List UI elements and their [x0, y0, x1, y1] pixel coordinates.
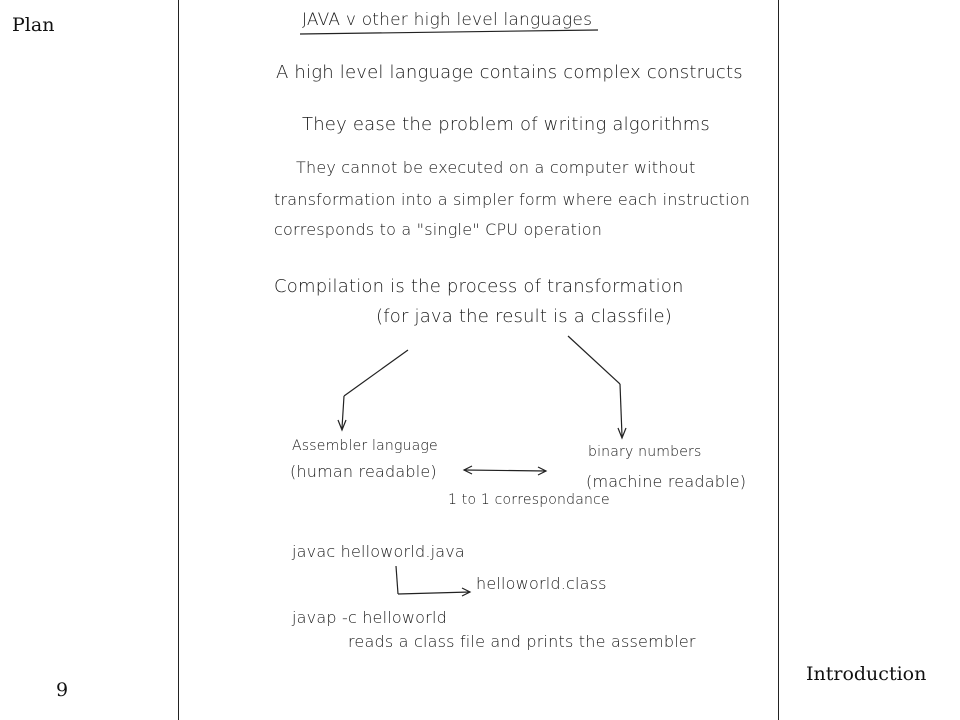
right-margin-rule — [778, 0, 779, 720]
command-description: reads a class file and prints the assembler — [348, 632, 696, 651]
notes-line: (for java the result is a classfile) — [376, 306, 673, 327]
notes-line: They cannot be executed on a computer without — [296, 158, 696, 177]
right-branch-note: (machine readable) — [586, 472, 747, 491]
notes-line: corresponds to a "single" CPU operation — [274, 220, 603, 239]
right-branch-label: binary numbers — [588, 444, 702, 460]
command-javac: javac helloworld.java — [292, 542, 465, 561]
correspondence-arrow — [464, 470, 546, 471]
command-output: helloworld.class — [476, 574, 607, 593]
page-number: 9 — [56, 679, 69, 701]
notes-line: They ease the problem of writing algorithms — [302, 114, 711, 135]
left-branch-label: Assembler language — [292, 438, 438, 454]
hand-drawn-lines — [180, 0, 778, 720]
left-branch-note: (human readable) — [290, 462, 437, 481]
javac-output-arrow — [396, 566, 398, 594]
command-javap: javap -c helloworld — [292, 608, 447, 627]
right-branch-arrow — [568, 336, 620, 384]
left-branch-arrow — [344, 350, 408, 396]
notes-line: A high level language contains complex constructs — [276, 62, 743, 83]
notes-line: Compilation is the process of transformation — [274, 276, 684, 297]
section-label: Plan — [12, 14, 55, 36]
handwritten-page — [180, 0, 778, 720]
notes-line: transformation into a simpler form where each instruction — [274, 190, 751, 209]
title-underline — [300, 30, 598, 34]
chapter-label: Introduction — [806, 663, 927, 685]
left-margin-rule — [178, 0, 179, 720]
notes-title: JAVA v other high level languages — [302, 10, 593, 30]
correspondence-label: 1 to 1 correspondance — [448, 492, 610, 508]
